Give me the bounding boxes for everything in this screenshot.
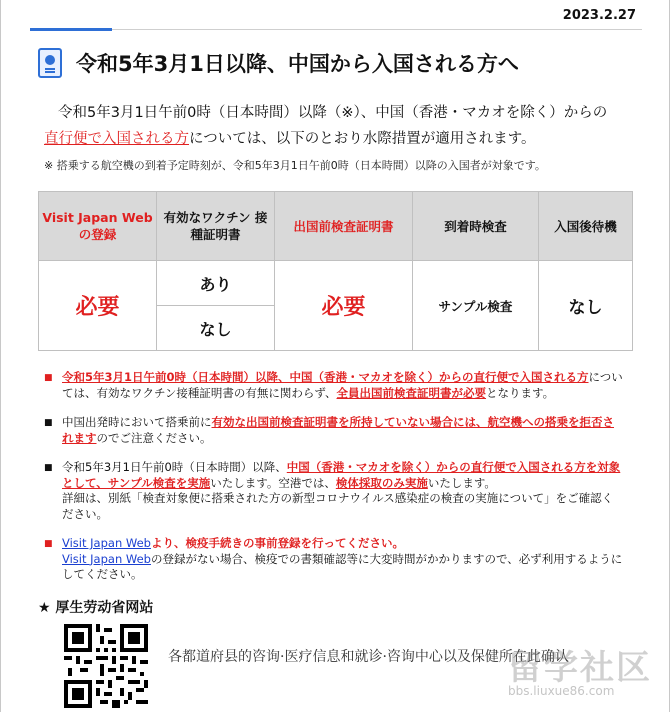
bullet-square-icon: ■ [44,539,53,549]
watermark-url: bbs.liuxue86.com [508,684,615,698]
lead-line-2-rest: については、以下のとおり水際措置が適用されます。 [189,131,536,147]
bullet3-end: いたします。 [427,475,496,490]
bullet3-detail: 詳細は、別紙「検査対象便に搭乗された方の新型コロナウイルス感染症の検査の実施について」をご確認ください。 [62,491,614,521]
list-item [44,460,624,522]
qr-code[interactable] [64,624,148,708]
cell-vjw-required: 必要 [39,261,157,351]
cell-vaccine-yes: あり [157,261,275,306]
title-row [38,48,519,78]
header-pretest: 出国前検査証明書 [275,192,413,261]
lead-line-2 [44,126,624,152]
document-date: 2023.2.27 [562,8,636,23]
visit-japan-web-link[interactable]: Visit Japan Web [62,536,151,550]
header-vjw: Visit Japan Web の登録 [39,192,157,261]
bullet3-mid: いたします。空港では、 [210,475,336,490]
requirements-table [38,191,633,351]
bullet3-start: 令和5年3月1日午前0時（日本時間）以降、 [62,460,287,474]
bullet2-start: 中国出発時において搭乗前に [62,415,212,429]
mhlw-website-heading: ★ 厚生劳动省网站 [38,600,154,616]
header-vaccine: 有効なワクチン 接種証明書 [157,192,275,261]
passport-icon [38,48,62,78]
cell-pretest-required: 必要 [275,261,413,351]
bullet2-highlight: 有効な出国前検査証明書を所持していない場合には、航空機への搭乗を拒否されます [62,415,614,445]
lead-line-1: 令和5年3月1日午前0時（日本時間）以降（※）、中国（香港・マカオを除く）からの [58,105,608,121]
bullet4-rest: の登録がない場合、検疫での書類確認等に大変時間がかかりますので、必ず利用するようにしてください。 [62,551,623,581]
bullet3-highlight: 中国（香港・マカオを除く）からの直行便で入国される方を対象として、サンプル検査を実施 [62,460,621,490]
bullet1-highlight: 令和5年3月1日午前0時（日本時間）以降、中国（香港・マカオを除く）からの直行便で入国される方 [62,370,589,384]
qr-caption: 各都道府县的咨询·医疗信息和就诊·咨询中心以及保健所在此确认 [168,649,569,665]
bullet-square-icon: ■ [44,463,53,473]
cell-vaccine-no: なし [157,306,275,351]
header-quarantine: 入国後待機 [539,192,633,261]
header-arrival-test: 到着時検査 [413,192,539,261]
bullet3-highlight-2: 検体採取のみ実施 [335,475,428,490]
bullet-square-icon: ■ [44,418,53,428]
bullet1-end: となります。 [486,385,555,400]
bullet-list [44,370,624,597]
cell-quarantine-none: なし [539,261,633,351]
watermark-logo: 留学社区 [508,648,652,688]
bullet4-highlight: より、検疫手続きの事前登録を行ってください。 [150,536,404,550]
visit-japan-web-link-2[interactable]: Visit Japan Web [62,551,151,566]
bullet1-highlight-2: 全員出国前検査証明書が必要 [336,385,487,400]
list-item [44,370,624,401]
page-title: 令和5年3月1日以降、中国から入国される方へ [76,52,519,76]
bullet1-mid: については、有効なワクチン接種証明書の有無に関わらず、 [62,370,623,400]
bullet2-end: のでご注意ください。 [96,430,212,445]
table-row [39,261,633,306]
lead-paragraph [44,100,624,152]
lead-highlight: 直行便で入国される方 [44,131,189,147]
table-header-row [39,192,633,261]
list-item [44,536,624,583]
cell-arrival-sample: サンプル検査 [413,261,539,351]
footnote: ※ 搭乗する航空機の到着予定時刻が、令和5年3月1日午前0時（日本時間）以降の入国者が対象です。 [44,159,546,172]
bullet-square-icon: ■ [44,373,53,383]
top-accent-bar [30,28,112,31]
list-item [44,415,624,446]
top-rule [30,29,642,30]
